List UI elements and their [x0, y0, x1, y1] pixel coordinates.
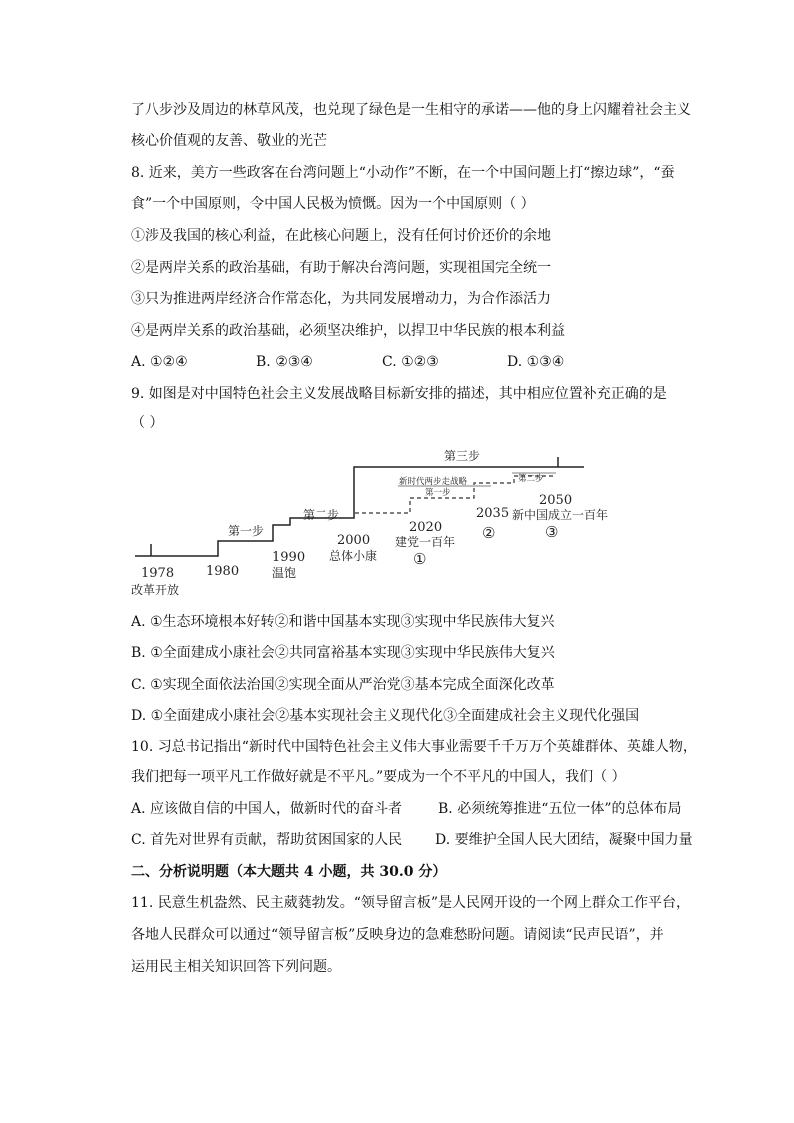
- strategy-staircase-diagram: [0, 437, 794, 607]
- intro-line-2: 核心价值观的友善、敬业的光芒: [131, 133, 327, 149]
- q9-option-d[interactable]: D. ①全面建成小康社会②基本实现社会主义现代化③全面建成社会主义现代化强国: [131, 708, 640, 724]
- q8-item-1: ①涉及我国的核心利益，在此核心问题上，没有任何讨价还价的余地: [131, 228, 551, 244]
- q8-option-b[interactable]: B. ②③④: [256, 354, 313, 370]
- label-reform: 改革开放: [131, 583, 180, 597]
- q10-options-row-1: [131, 799, 691, 819]
- label-step2: 第二步: [303, 508, 340, 522]
- q10-option-b[interactable]: B. 必须统筹推进“五位一体”的总体布局: [438, 801, 682, 817]
- q8-item-3: ③只为推进两岸经济合作常态化，为共同发展增动力，为合作添活力: [131, 291, 551, 307]
- q8-options: [131, 352, 691, 372]
- year-2000: 2000: [337, 533, 371, 548]
- q10-options-row-2: [131, 830, 691, 850]
- label-new-step1: 第一步: [425, 488, 451, 498]
- q10-option-a[interactable]: A. 应该做自信的中国人，做新时代的奋斗者: [131, 801, 403, 817]
- q8-option-a[interactable]: A. ①②④: [131, 354, 188, 370]
- q10-stem-line-1: 10. 习总书记指出“新时代中国特色社会主义伟大事业需要千千万万个英雄群体、英雄人物，: [131, 739, 697, 755]
- q11-stem-line-1: 11. 民意生机盎然、民主葳蕤勃发。“领导留言板”是人民网开设的一个网上群众工作平台，: [131, 895, 691, 911]
- label-new-era: 新时代两步走战略: [399, 477, 468, 487]
- intro-line-1: 了八步沙及周边的林草风茂，也兑现了绿色是一生相守的承诺——他的身上闪耀着社会主义: [131, 102, 691, 118]
- q8-item-2: ②是两岸关系的政治基础，有助于解决台湾问题，实现祖国完全统一: [131, 260, 551, 276]
- year-2020: 2020: [409, 520, 443, 535]
- marker-2: ②: [482, 524, 496, 542]
- year-1980: 1980: [206, 564, 240, 579]
- label-prc-centenary: 新中国成立一百年: [512, 508, 609, 522]
- q8-option-d[interactable]: D. ①③④: [507, 354, 565, 370]
- q11-stem-line-3: 运用民主相关知识回答下列问题。: [131, 959, 341, 975]
- marker-3: ③: [545, 523, 559, 541]
- q9-stem-line-1: 9. 如图是对中国特色社会主义发展战略目标新安排的描述，其中相应位置补充正确的是: [131, 386, 667, 402]
- label-step3: 第三步: [444, 449, 481, 463]
- label-new-step2: 第二步: [518, 474, 544, 484]
- q9-option-a[interactable]: A. ①生态环境根本好转②和谐中国基本实现③实现中华民族伟大复兴: [131, 614, 555, 630]
- q10-stem-line-2: 我们把每一项平凡工作做好就是不平凡。”要成为一个不平凡的中国人，我们（ ）: [131, 769, 626, 785]
- label-step1: 第一步: [228, 524, 265, 538]
- q8-stem-line-2: 食”一个中国原则，令中国人民极为愤慨。因为一个中国原则（ ）: [131, 196, 535, 212]
- q8-option-c[interactable]: C. ①②③: [382, 354, 439, 370]
- q8-item-4: ④是两岸关系的政治基础，必须坚决维护，以捍卫中华民族的根本利益: [131, 323, 565, 339]
- label-food: 温饱: [272, 566, 297, 580]
- section-2-heading: 二、分析说明题（本大题共 4 小题，共 30.0 分）: [131, 864, 447, 880]
- label-party-centenary: 建党一百年: [395, 535, 456, 549]
- q11-stem-line-2: 各地人民群众可以通过“领导留言板”反映身边的急难愁盼问题。请阅读“民声民语”，并: [131, 927, 664, 943]
- q9-stem-line-2: （ ）: [131, 415, 164, 431]
- q10-option-d[interactable]: D. 要维护全国人民大团结，凝聚中国力量: [435, 832, 693, 848]
- q8-stem-line-1: 8. 近来，美方一些政客在台湾问题上“小动作”不断，在一个中国问题上打“擦边球”，“蚕: [131, 165, 675, 181]
- year-2035: 2035: [476, 506, 510, 521]
- marker-1: ①: [413, 550, 427, 568]
- year-1978: 1978: [141, 566, 175, 581]
- year-1990: 1990: [272, 550, 306, 565]
- q9-option-c[interactable]: C. ①实现全面依法治国②实现全面从严治党③基本完成全面深化改革: [131, 677, 555, 693]
- label-xiaokang: 总体小康: [329, 549, 378, 563]
- q9-option-b[interactable]: B. ①全面建成小康社会②共同富裕基本实现③实现中华民族伟大复兴: [131, 645, 555, 661]
- q10-option-c[interactable]: C. 首先对世界有贡献，帮助贫困国家的人民: [131, 832, 403, 848]
- year-2050: 2050: [539, 493, 573, 508]
